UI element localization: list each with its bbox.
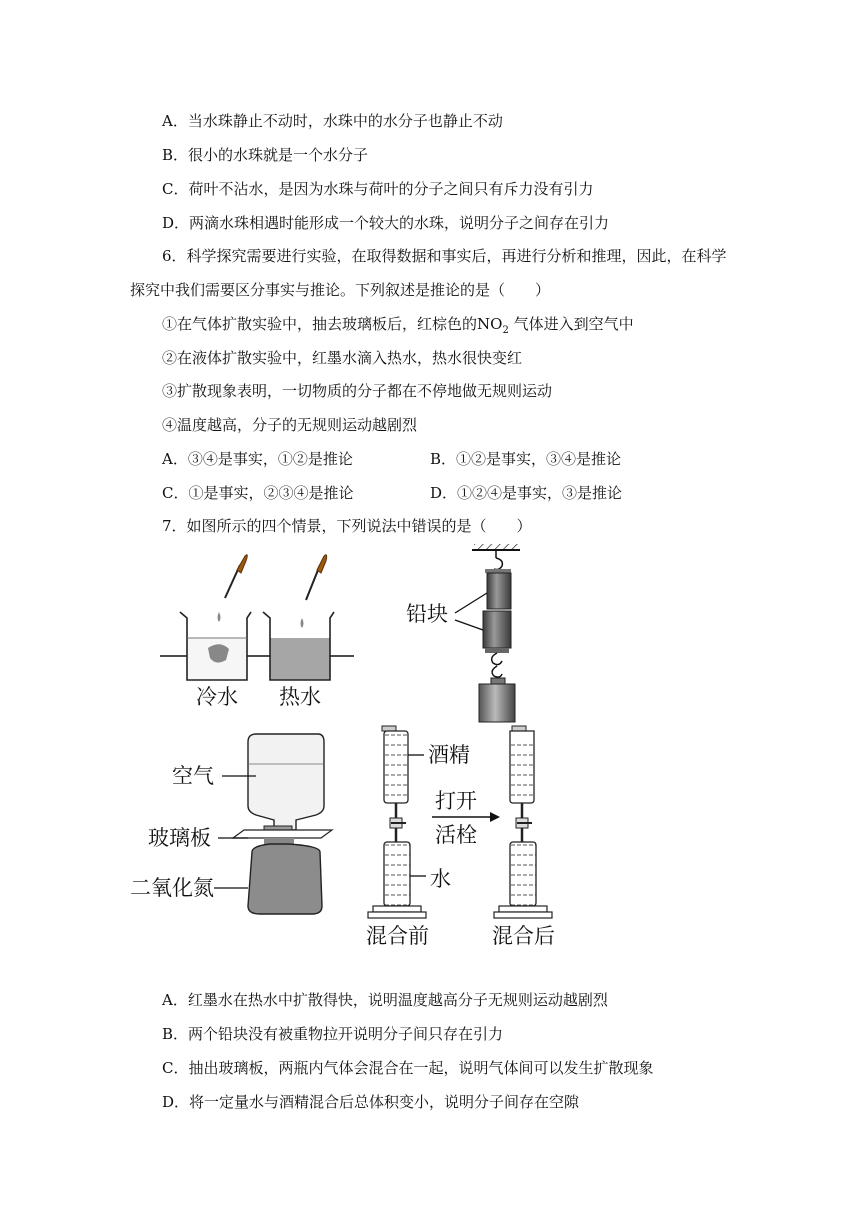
- q6-stem-line1: 6．科学探究需要进行实验，在取得数据和事实后，再进行分析和推理，因此，在科学: [162, 247, 727, 265]
- label-open-valve-2: 活栓: [435, 823, 477, 847]
- cold-water-beaker: [180, 612, 251, 680]
- q6-statement-1: ①在气体扩散实验中，抽去玻璃板后，红棕色的$NO_2$ 气体进入到空气中: [162, 315, 634, 336]
- dropper-right: [306, 555, 327, 600]
- label-after-mix: 混合后: [492, 924, 555, 948]
- label-lead-blocks: 铅块: [406, 602, 448, 626]
- q7-option-a: A．红墨水在热水中扩散得快，说明温度越高分子无规则运动越剧烈: [162, 991, 608, 1009]
- label-water: 水: [430, 867, 451, 891]
- q7-option-d: D．将一定量水与酒精混合后总体积变小，说明分子间存在空隙: [162, 1093, 580, 1111]
- bottles-diagram: [214, 734, 332, 914]
- label-hot-water: 热水: [279, 685, 321, 709]
- label-cold-water: 冷水: [196, 685, 238, 709]
- lead-blocks-diagram: [455, 544, 520, 722]
- hot-water-beaker: [263, 612, 334, 680]
- q7-option-b: B．两个铅块没有被重物拉开说明分子间只存在引力: [162, 1025, 504, 1043]
- q6-statement-4: ④温度越高，分子的无规则运动越剧烈: [162, 416, 418, 434]
- q6-option-a: A．③④是事实，①②是推论: [162, 450, 353, 468]
- q5-option-c: C．荷叶不沾水，是因为水珠与荷叶的分子之间只有斥力没有引力: [162, 180, 594, 198]
- q6-option-d: D．①②④是事实，③是推论: [430, 484, 623, 502]
- label-glass-plate: 玻璃板: [148, 826, 211, 850]
- q6-option-b: B．①②是事实，③④是推论: [430, 450, 622, 468]
- q5-option-d: D．两滴水珠相遇时能形成一个较大的水珠，说明分子之间存在引力: [162, 214, 610, 232]
- label-open-valve-1: 打开: [435, 789, 477, 813]
- q7-stem: 7．如图所示的四个情景，下列说法中错误的是（ ）: [162, 517, 532, 535]
- q7-option-c: C．抽出玻璃板，两瓶内气体会混合在一起，说明气体间可以发生扩散现象: [162, 1059, 654, 1077]
- tube-before: [368, 726, 426, 918]
- label-air: 空气: [172, 764, 214, 788]
- label-no2: 二氧化氮: [130, 876, 214, 900]
- dropper-left: [225, 555, 247, 598]
- q6-statement-3: ③扩散现象表明，一切物质的分子都在不停地做无规则运动: [162, 382, 553, 400]
- q5-option-a: A．当水珠静止不动时，水珠中的水分子也静止不动: [162, 112, 503, 130]
- q6-option-c: C．①是事实，②③④是推论: [162, 484, 354, 502]
- q5-option-b: B．很小的水珠就是一个水分子: [162, 146, 369, 164]
- tube-after: [494, 726, 552, 918]
- label-alcohol: 酒精: [428, 743, 470, 767]
- q6-stem-line2: 探究中我们需要区分事实与推论。下列叙述是推论的是（ ）: [130, 281, 551, 299]
- label-before-mix: 混合前: [366, 924, 429, 948]
- q6-statement-2: ②在液体扩散实验中，红墨水滴入热水，热水很快变红: [162, 349, 523, 367]
- beakers-diagram: [160, 555, 354, 680]
